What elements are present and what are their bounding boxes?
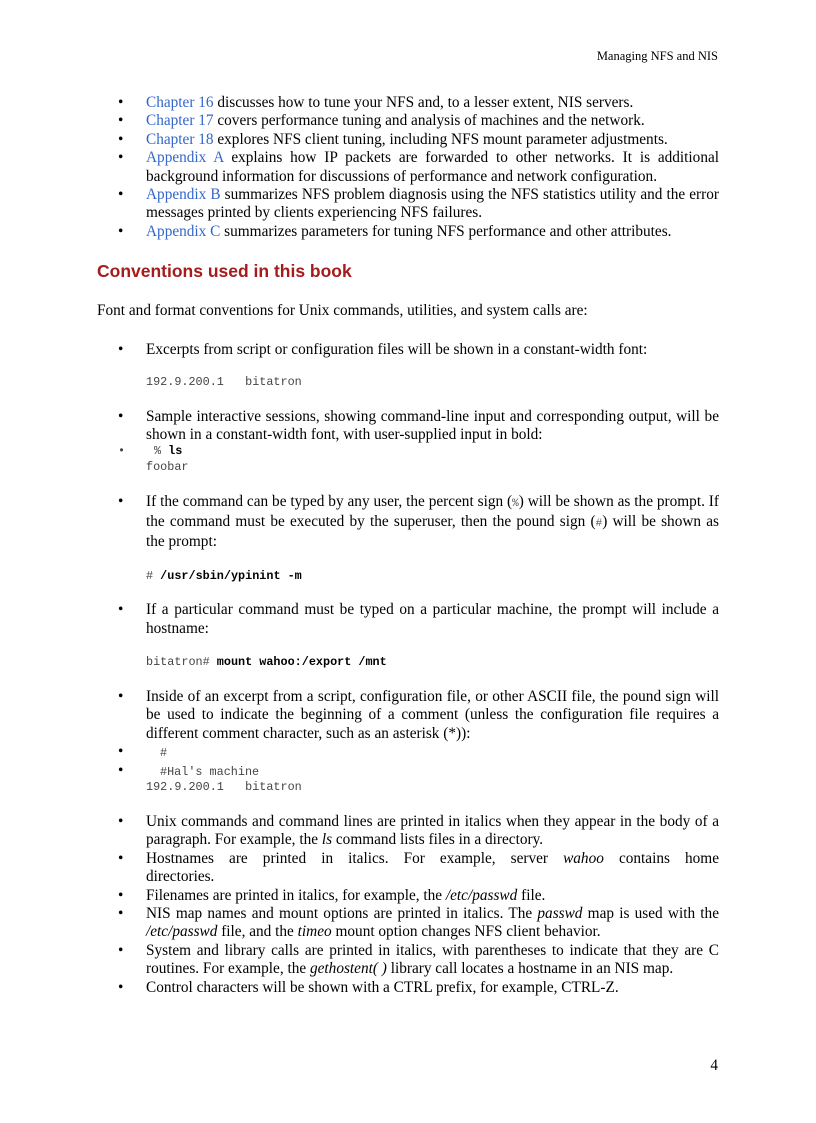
item-text: map is used with the — [582, 904, 719, 922]
list-item: • Excerpts from script or configuration files will be shown in a constant-width font: — [97, 341, 719, 359]
section-heading: Conventions used in this book — [97, 261, 352, 282]
prompt-text: ) will be shown as the prompt. If the command must be executed by the superuser, then the pound sign ( — [146, 492, 719, 531]
item-text: Hostnames are printed in italics. For example, server — [146, 849, 564, 867]
item-text: System and library calls are printed in italics, with parentheses to indicate that they are C routines. For example, the — [146, 941, 719, 978]
list-item — [97, 813, 719, 850]
conventions-list-5 — [97, 688, 719, 780]
list-item — [97, 94, 719, 112]
list-item — [97, 149, 719, 186]
list-item — [97, 905, 719, 942]
superuser-command — [97, 569, 719, 585]
item-text: Unix commands and command lines are printed in italics when they appear in the body of a paragraph. For example, the — [146, 812, 719, 849]
list-item — [97, 131, 719, 149]
item-text: file. — [517, 886, 546, 904]
comment-line: # — [160, 746, 168, 761]
session-output: foobar — [146, 460, 189, 475]
italic-term: /etc/passwd — [445, 886, 518, 904]
session-prompt: % — [154, 444, 169, 459]
item-text: NIS map names and mount options are printed in italics. The — [146, 904, 538, 922]
item-text: Filenames are printed in italics, for example, the — [146, 886, 446, 904]
appendix-b-link[interactable]: Appendix B — [146, 186, 221, 204]
list-item — [97, 223, 719, 241]
hostname-command — [97, 655, 719, 671]
item-text: file, and the — [217, 923, 298, 941]
conventions-list-2 — [97, 408, 719, 460]
list-item — [97, 493, 719, 552]
list-item — [97, 850, 719, 887]
session-command: ls — [168, 444, 183, 459]
list-item — [97, 887, 719, 905]
italic-term: gethostent( ) — [309, 960, 387, 978]
list-item — [97, 444, 719, 460]
comment-line: #Hal's machine — [160, 764, 260, 779]
host-command: mount wahoo:/export /mnt — [216, 655, 387, 670]
host-prompt: bitatron# — [146, 655, 217, 670]
list-item — [97, 942, 719, 979]
italic-term: passwd — [537, 904, 583, 922]
list-item: • Control characters will be shown with a CTRL prefix, for example, CTRL-Z. — [97, 979, 719, 997]
chapter-16-link[interactable]: Chapter 16 — [146, 94, 214, 111]
italic-term: /etc/passwd — [146, 923, 218, 941]
appendix-a-link[interactable]: Appendix A — [146, 149, 224, 167]
item-text: mount option changes NFS client behavior. — [331, 923, 601, 941]
conventions-list-1 — [97, 341, 719, 359]
page-number: 4 — [710, 1057, 718, 1074]
appendix-c-link[interactable]: Appendix C — [146, 222, 221, 240]
list-item — [97, 762, 719, 781]
code-excerpt: 192.9.200.1 bitatron — [146, 375, 302, 390]
list-item: • If a particular command must be typed on a particular machine, the prompt will include a hostname: — [97, 601, 719, 638]
italic-term: wahoo — [563, 849, 604, 867]
su-prompt: # — [146, 568, 161, 583]
item-text: contains home directories. — [146, 849, 719, 886]
list-item-text: covers performance tuning and analysis of machines and the network. — [213, 112, 645, 130]
list-item — [97, 743, 719, 762]
italic-term: timeo — [297, 923, 332, 941]
chapter-list — [97, 94, 719, 241]
list-item-text: explains how IP packets are forwarded to other networks. It is additional background information for discussions of performance and network configuration. — [146, 149, 720, 185]
list-item: • Inside of an excerpt from a script, configuration file, or other ASCII file, the pound sign will be used to indicate the beginning of a comment (unless the configuration file requires a different comment character, such as an asterisk (*)): — [97, 688, 719, 743]
list-item — [97, 112, 719, 130]
chapter-17-link[interactable]: Chapter 17 — [146, 112, 214, 130]
italic-term: ls — [321, 831, 333, 849]
list-item-text: explores NFS client tuning, including NFS mount parameter adjustments. — [213, 130, 668, 148]
section-intro: Font and format conventions for Unix commands, utilities, and system calls are: — [97, 302, 588, 320]
conventions-list-3 — [97, 493, 719, 552]
item-text: command lists files in a directory. — [332, 831, 544, 849]
list-item-text: summarizes NFS problem diagnosis using the NFS statistics utility and the error messages printed by clients experiencing NFS failures. — [146, 186, 719, 222]
su-command: /usr/sbin/ypinint -m — [160, 568, 302, 583]
list-item: • Sample interactive sessions, showing command-line input and corresponding output, will be shown in a constant-width font, with user-supplied input in bold: — [97, 408, 719, 445]
list-item — [97, 186, 719, 223]
page-content — [97, 94, 719, 997]
running-header: Managing NFS and NIS — [596, 49, 718, 63]
pound-sign: # — [595, 518, 603, 531]
prompt-text: If the command can be typed by any user, the percent sign ( — [146, 492, 513, 510]
list-item-text: discusses how to tune your NFS and, to a lesser extent, NIS servers. — [213, 94, 634, 111]
item-text: library call locates a hostname in an NIS map. — [386, 960, 674, 978]
prompt-text: ) will be shown as the prompt: — [146, 513, 719, 551]
list-item-text: summarizes parameters for tuning NFS performance and other attributes. — [220, 222, 672, 240]
typography-list — [97, 813, 719, 997]
chapter-18-link[interactable]: Chapter 18 — [146, 130, 214, 148]
percent-sign: % — [512, 497, 519, 510]
conventions-list-4 — [97, 601, 719, 638]
comment-code: 192.9.200.1 bitatron — [146, 780, 302, 795]
